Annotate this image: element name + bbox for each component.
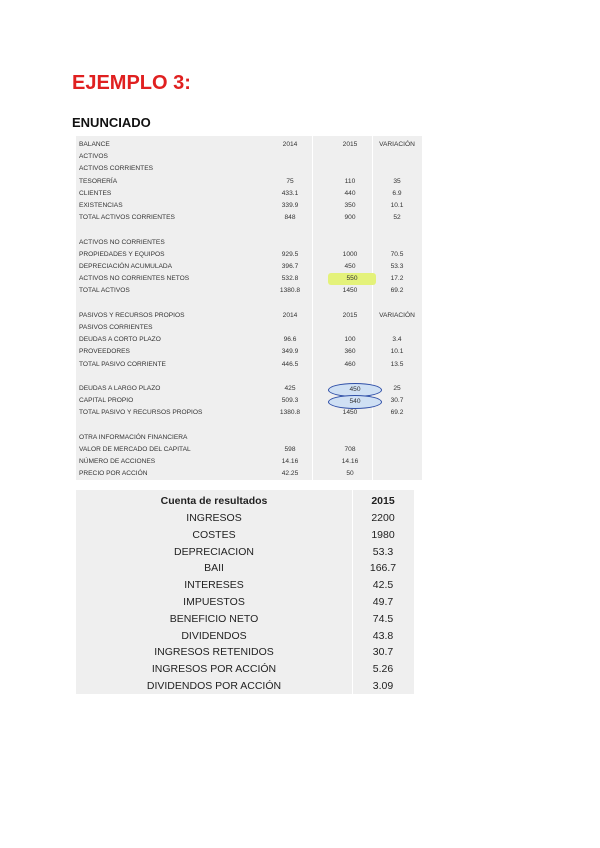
value-variation: 6.9 — [392, 189, 402, 197]
table-row — [76, 594, 414, 611]
value-2014: 433.1 — [281, 189, 299, 197]
row-label: DIVIDENDOS POR ACCIÓN — [146, 680, 282, 692]
value-2014: 2014 — [282, 311, 298, 319]
row-label: TOTAL ACTIVOS — [79, 287, 130, 295]
value-2014: 42.25 — [281, 470, 299, 478]
row-label: TOTAL PASIVO Y RECURSOS PROPIOS — [79, 409, 203, 417]
table-row — [76, 468, 422, 480]
table-row — [76, 322, 422, 334]
value-2014: 349.9 — [281, 348, 299, 356]
value-variation: 35 — [393, 177, 401, 185]
table-row — [76, 334, 422, 346]
table-row — [76, 661, 414, 678]
value-2014: 396.7 — [281, 263, 299, 270]
value-variation: 69.2 — [390, 409, 404, 417]
row-label: IMPUESTOS — [183, 596, 245, 608]
balance-sheet-table — [76, 136, 422, 480]
header-year: 2015 — [371, 495, 395, 507]
value-2015: 2015 — [342, 141, 358, 148]
table-header-row — [76, 493, 414, 510]
row-label: INGRESOS POR ACCIÓN — [151, 663, 277, 676]
value-variation: 53.3 — [390, 263, 404, 270]
row-value: 53.3 — [372, 545, 394, 558]
header-label: Cuenta de resultados — [160, 495, 268, 507]
table-row — [76, 395, 422, 407]
row-label: PASIVOS CORRIENTES — [79, 324, 153, 331]
row-label: CLIENTES — [79, 189, 112, 197]
value-2015: 900 — [344, 214, 356, 222]
row-label: VALOR DE MERCADO DEL CAPITAL — [79, 446, 191, 453]
row-label: PROPIEDADES Y EQUIPOS — [79, 250, 165, 258]
row-value: 5.26 — [372, 663, 394, 676]
table-row — [76, 527, 414, 544]
value-2015: 708 — [344, 446, 356, 453]
value-2014: 2014 — [282, 141, 298, 148]
value-2015: 14.16 — [341, 458, 359, 466]
row-label: PRECIO POR ACCIÓN — [79, 470, 148, 478]
table-row — [76, 628, 414, 645]
value-2015: 1450 — [342, 409, 358, 417]
row-label: ACTIVOS CORRIENTES — [79, 165, 154, 173]
value-2014: 532.8 — [281, 275, 299, 283]
table-row — [76, 420, 422, 432]
value-2014: 75 — [286, 177, 294, 185]
table-row — [76, 249, 422, 261]
row-label: NÚMERO DE ACCIONES — [79, 458, 156, 466]
row-label: DEUDAS A LARGO PLAZO — [79, 385, 161, 392]
table-row — [76, 176, 422, 188]
table-row — [76, 371, 422, 383]
table-row — [76, 298, 422, 310]
highlighted-value: 550 — [328, 273, 376, 285]
value-2015: 350 — [344, 202, 356, 209]
row-label: TOTAL ACTIVOS CORRIENTES — [79, 214, 175, 222]
row-label: BAII — [204, 562, 224, 575]
row-label: PASIVOS Y RECURSOS PROPIOS — [79, 311, 185, 319]
value-2014: 339.9 — [281, 202, 299, 209]
value-variation: 10.1 — [390, 202, 404, 209]
value-2015: 450 — [344, 263, 356, 270]
value-2015: 2015 — [342, 311, 358, 319]
section-heading: ENUNCIADO — [72, 115, 151, 130]
table-row — [76, 644, 414, 661]
row-label: ACTIVOS NO CORRIENTES NETOS — [79, 275, 190, 283]
table-row — [76, 456, 422, 468]
value-2015: 440 — [344, 189, 356, 197]
value-2014: 1380.8 — [279, 409, 301, 417]
value-2014: 929.5 — [281, 250, 299, 258]
table-row — [76, 273, 422, 285]
value-variation: 25 — [393, 385, 401, 392]
row-label: PROVEEDORES — [79, 348, 130, 356]
table-row — [76, 237, 422, 249]
table-row — [76, 200, 422, 212]
value-2015: 1450 — [342, 287, 358, 295]
row-value: 30.7 — [372, 646, 394, 659]
row-label: DEPRECIACIÓN ACUMULADA — [79, 263, 173, 270]
row-label: OTRA INFORMACIÓN FINANCIERA — [79, 433, 188, 441]
row-value: 166.7 — [369, 562, 397, 575]
table-row — [76, 310, 422, 322]
row-label: CAPITAL PROPIO — [79, 397, 134, 405]
value-variation: VARIACIÓN — [379, 141, 415, 148]
row-label: ACTIVOS — [79, 153, 108, 161]
table-row — [76, 444, 422, 456]
table-row — [76, 432, 422, 444]
row-label: INTERESES — [184, 579, 244, 592]
circled-value: 540 — [328, 395, 382, 409]
table-row — [76, 212, 422, 224]
row-value: 49.7 — [372, 596, 394, 608]
value-2015: 460 — [344, 360, 356, 368]
value-variation: 17.2 — [390, 275, 404, 283]
row-label: INGRESOS RETENIDOS — [154, 646, 274, 659]
row-label: DEUDAS A CORTO PLAZO — [79, 336, 161, 344]
table-row — [76, 224, 422, 236]
row-label: COSTES — [192, 528, 236, 541]
table-row — [76, 139, 422, 151]
row-label: DIVIDENDOS — [181, 629, 247, 642]
value-2015: 1000 — [342, 250, 358, 258]
value-2014: 598 — [284, 446, 296, 453]
table-row — [76, 261, 422, 273]
table-row — [76, 346, 422, 358]
table-row — [76, 383, 422, 395]
row-value: 43.8 — [372, 629, 394, 642]
value-2015: 100 — [344, 336, 356, 344]
row-label: TOTAL PASIVO CORRIENTE — [79, 360, 166, 368]
value-2014: 509.3 — [281, 397, 299, 405]
circled-value: 450 — [328, 383, 382, 397]
value-variation: 3.4 — [392, 336, 402, 344]
table-row — [76, 678, 414, 695]
row-label: BENEFICIO NETO — [169, 612, 259, 625]
row-value: 3.09 — [372, 680, 394, 692]
value-2014: 96.6 — [283, 336, 297, 344]
value-variation: 30.7 — [390, 397, 404, 405]
table-row — [76, 510, 414, 527]
row-value: 1980 — [371, 528, 395, 541]
table-row — [76, 285, 422, 297]
row-value: 74.5 — [372, 612, 394, 625]
row-value: 2200 — [371, 512, 395, 524]
table-row — [76, 577, 414, 594]
row-label: TESORERÍA — [79, 177, 118, 185]
value-variation: 70.5 — [390, 250, 404, 258]
value-2015: 360 — [344, 348, 356, 356]
value-variation: 52 — [393, 214, 401, 222]
value-variation: VARIACIÓN — [379, 311, 415, 319]
row-value: 42.5 — [372, 579, 394, 592]
row-label: DEPRECIACION — [174, 545, 254, 558]
table-row — [76, 544, 414, 561]
table-row — [76, 188, 422, 200]
value-2014: 425 — [284, 385, 296, 392]
value-2015: 50 — [346, 470, 354, 478]
value-2014: 446.5 — [281, 360, 299, 368]
value-variation: 69.2 — [390, 287, 404, 295]
page-title: EJEMPLO 3: — [72, 72, 191, 94]
value-2014: 1380.8 — [279, 287, 301, 295]
table-row — [76, 359, 422, 371]
table-row — [76, 560, 414, 577]
table-row — [76, 407, 422, 419]
table-row — [76, 611, 414, 628]
row-label: INGRESOS — [186, 512, 242, 524]
income-statement-table — [76, 490, 414, 694]
row-label: EXISTENCIAS — [79, 202, 123, 209]
row-label: BALANCE — [79, 141, 110, 148]
value-2014: 14.16 — [281, 458, 299, 466]
table-row — [76, 151, 422, 163]
value-variation: 10.1 — [390, 348, 404, 356]
value-2015: 110 — [344, 177, 356, 185]
value-variation: 13.5 — [390, 360, 404, 368]
row-label: ACTIVOS NO CORRIENTES — [79, 238, 165, 246]
value-2014: 848 — [284, 214, 296, 222]
table-row — [76, 163, 422, 175]
